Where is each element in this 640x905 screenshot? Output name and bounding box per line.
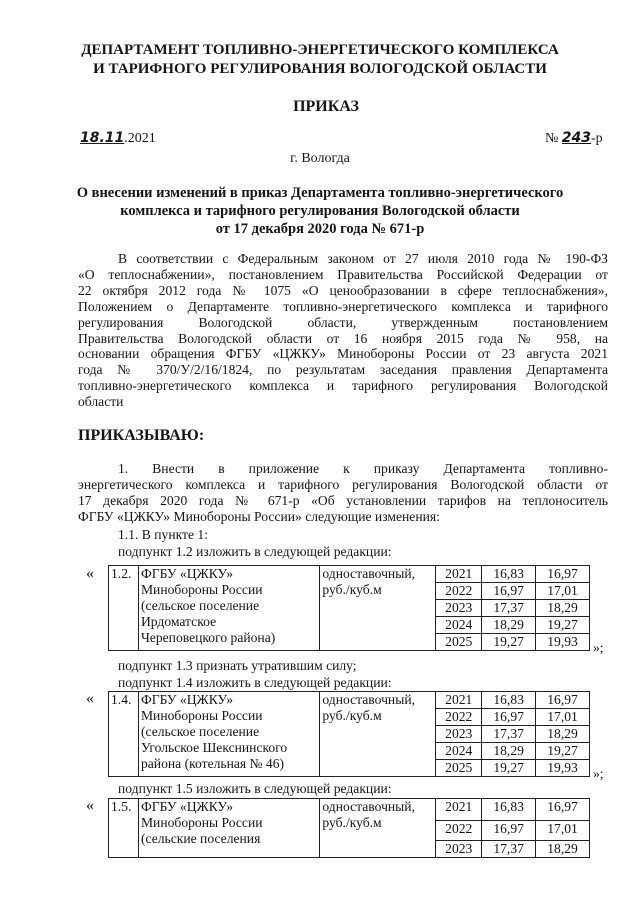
value-cell: 19,27 xyxy=(536,617,590,634)
value-cell: 17,01 xyxy=(536,821,590,841)
value-cell: 18,29 xyxy=(536,600,590,617)
year-cell: 2025 xyxy=(436,634,482,651)
row-end: »; xyxy=(593,766,604,781)
org-line: (сельское поселение xyxy=(140,724,260,739)
year-cell: 2024 xyxy=(436,617,482,634)
kind-line: одноставочный, xyxy=(322,692,416,707)
year-cell: 2025 xyxy=(436,760,482,777)
item-1-1: 1.1. В пункте 1: xyxy=(118,527,208,542)
preamble-line: регулирования Вологодской области, утвержденным постановлением xyxy=(78,314,608,330)
department-name-line1: ДЕПАРТАМЕНТ ТОПЛИВНО-ЭНЕРГЕТИЧЕСКОГО КОМПЛЕКСА xyxy=(81,42,559,58)
quote-open: « xyxy=(86,690,94,707)
year-cell: 2023 xyxy=(436,726,482,743)
value-cell: 17,37 xyxy=(482,841,536,858)
org-line: ФГБУ «ЦЖКУ» xyxy=(140,566,234,581)
kind-line: руб./куб.м xyxy=(322,708,382,723)
table-1-4 xyxy=(108,691,590,777)
org-line: ФГБУ «ЦЖКУ» xyxy=(140,692,234,707)
value-cell: 17,01 xyxy=(536,583,590,600)
org-line: Минобороны России xyxy=(140,582,263,597)
number-suffix: -р xyxy=(591,131,603,146)
year-cell: 2024 xyxy=(436,743,482,760)
kind-line: руб./куб.м xyxy=(322,815,382,830)
table-1-2 xyxy=(108,565,590,651)
tariff-kind xyxy=(320,799,436,858)
title-line2: комплекса и тарифного регулирования Вологодской области xyxy=(120,203,520,219)
year-cell: 2023 xyxy=(436,600,482,617)
value-cell: 18,29 xyxy=(536,841,590,858)
year-cell: 2022 xyxy=(436,821,482,841)
order-word: ПРИКАЗЫВАЮ: xyxy=(78,427,205,444)
preamble-line: Правительства Вологодской области от 16 ноября 2015 года № 958, на xyxy=(78,330,608,346)
preamble-line: Положением о Департаменте топливно-энергетического комплекса и тарифного xyxy=(78,298,608,314)
order-number xyxy=(545,130,603,147)
kind-line: одноставочный, xyxy=(322,799,415,814)
value-cell: 16,97 xyxy=(482,821,536,841)
table-1-5 xyxy=(108,798,590,858)
org-line: Череповецкого района) xyxy=(140,630,276,645)
kind-line: одноставочный, xyxy=(322,566,416,581)
value-cell: 19,93 xyxy=(536,634,590,651)
row-end: »; xyxy=(593,640,604,655)
row-number: 1.2. xyxy=(109,566,139,651)
preamble xyxy=(78,251,608,410)
value-cell: 16,83 xyxy=(482,566,536,583)
quote-open: « xyxy=(86,565,94,582)
org-line: Ирдоматское xyxy=(140,614,217,629)
quote-open: « xyxy=(86,797,94,814)
tariff-kind xyxy=(320,692,436,777)
preamble-line: области xyxy=(78,394,124,410)
preamble-line: «О теплоснабжении», постановлением Правительства Российской Федерации от xyxy=(78,266,608,282)
sub-1-2-caption: подпункт 1.2 изложить в следующей редакции: xyxy=(118,544,392,559)
value-cell: 18,29 xyxy=(482,743,536,760)
tariff-kind xyxy=(320,566,436,651)
department-name-line2: И ТАРИФНОГО РЕГУЛИРОВАНИЯ ВОЛОГОДСКОЙ ОБЛАСТИ xyxy=(93,61,547,77)
item1-line: 17 декабря 2020 года № 671-р «Об установлении тарифов на теплоноситель xyxy=(78,492,608,508)
org-line: (сельское поселение xyxy=(140,598,260,613)
org-line: Минобороны России xyxy=(140,708,263,723)
org-line: (сельские поселения xyxy=(140,831,261,846)
value-cell: 17,37 xyxy=(482,726,536,743)
year-cell: 2021 xyxy=(436,799,482,821)
org-cell xyxy=(138,692,319,777)
value-cell: 19,27 xyxy=(482,634,536,651)
value-cell: 16,97 xyxy=(536,692,590,709)
value-cell: 18,29 xyxy=(482,617,536,634)
date-year: .2021 xyxy=(124,131,156,146)
org-line: Угольское Шекснинского xyxy=(140,740,288,755)
date-handwritten: 18.11 xyxy=(80,130,125,146)
year-cell: 2021 xyxy=(436,566,482,583)
city: г. Вологда xyxy=(290,151,350,166)
value-cell: 16,83 xyxy=(482,692,536,709)
sub-1-3-caption: подпункт 1.3 признать утратившим силу; xyxy=(118,658,357,673)
item1-line: 1. Внести в приложение к приказу Департамента топливно- xyxy=(118,461,608,476)
item-1 xyxy=(78,461,608,525)
doc-type: ПРИКАЗ xyxy=(293,98,359,115)
value-cell: 16,97 xyxy=(482,709,536,726)
preamble-line: В соответствии с Федеральным законом от 27 июля 2010 года № 190-ФЗ xyxy=(118,251,608,266)
order-date xyxy=(80,130,156,147)
title-line3: от 17 декабря 2020 года № 671-р xyxy=(215,221,425,237)
org-cell xyxy=(138,799,319,858)
year-cell: 2023 xyxy=(436,841,482,858)
preamble-line: года № 370/У/2/16/1824, по результатам заседания правления Департамента xyxy=(78,362,608,378)
sub-1-4-caption: подпункт 1.4 изложить в следующей редакции: xyxy=(118,675,392,690)
value-cell: 17,01 xyxy=(536,709,590,726)
year-cell: 2022 xyxy=(436,709,482,726)
row-number: 1.5. xyxy=(109,799,139,858)
preamble-line: основании обращения ФГБУ «ЦЖКУ» Минобороны России от 23 августа 2021 xyxy=(78,346,608,362)
order-title xyxy=(0,184,640,238)
value-cell: 18,29 xyxy=(536,726,590,743)
org-line: района (котельная № 46) xyxy=(140,756,285,771)
value-cell: 16,97 xyxy=(536,566,590,583)
preamble-line: 22 октября 2012 года № 1075 «О ценообразовании в сфере теплоснабжения», xyxy=(78,282,608,298)
number-handwritten: 243 xyxy=(561,130,591,146)
number-prefix: № xyxy=(545,131,559,146)
org-line: ФГБУ «ЦЖКУ» xyxy=(140,799,234,814)
kind-line: руб./куб.м xyxy=(322,582,382,597)
sub-1-5-caption: подпункт 1.5 изложить в следующей редакции: xyxy=(118,781,392,796)
row-number: 1.4. xyxy=(109,692,139,777)
year-cell: 2021 xyxy=(436,692,482,709)
org-cell xyxy=(138,566,319,651)
item1-line: ФГБУ «ЦЖКУ» Минобороны России» следующие изменения: xyxy=(78,508,440,524)
value-cell: 19,93 xyxy=(536,760,590,777)
value-cell: 16,97 xyxy=(536,799,590,821)
org-line: Минобороны России xyxy=(140,815,263,830)
preamble-line: топливно-энергетического комплекса и тарифного регулирования Вологодской xyxy=(78,378,608,394)
title-line1: О внесении изменений в приказ Департамента топливно-энергетического xyxy=(76,185,564,201)
year-cell: 2022 xyxy=(436,583,482,600)
value-cell: 17,37 xyxy=(482,600,536,617)
value-cell: 16,97 xyxy=(482,583,536,600)
value-cell: 19,27 xyxy=(536,743,590,760)
value-cell: 19,27 xyxy=(482,760,536,777)
value-cell: 16,83 xyxy=(482,799,536,821)
item1-line: энергетического комплекса и тарифного регулирования Вологодской области от xyxy=(78,476,608,492)
